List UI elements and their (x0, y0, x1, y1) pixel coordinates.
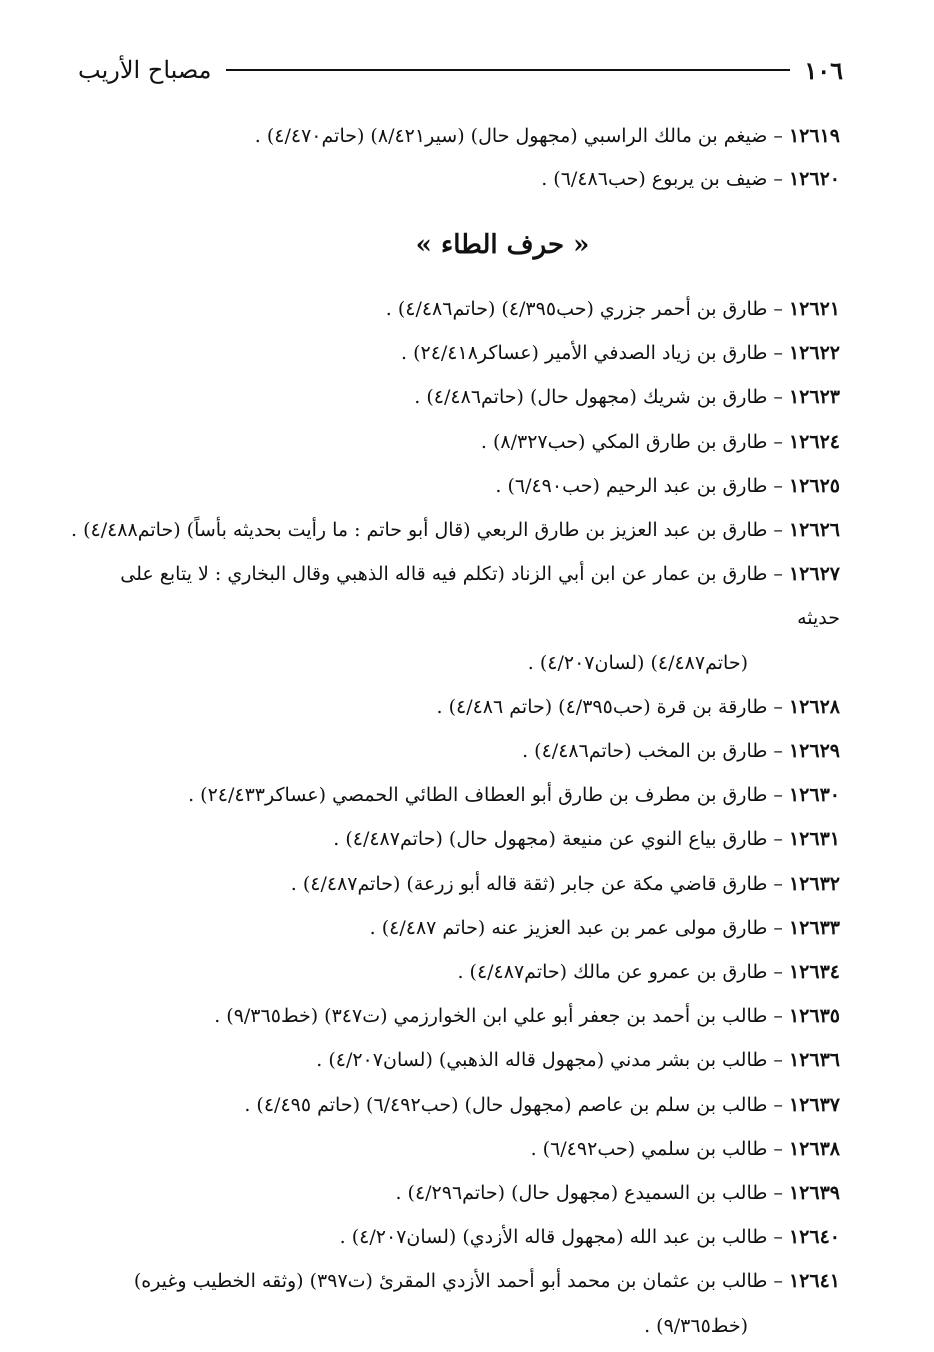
entry-12631 (75, 817, 840, 861)
entry-12621 (75, 287, 840, 331)
entry-number: ١٢٦٤١ (788, 1270, 840, 1293)
entry-number: ١٢٦٣٥ (788, 1005, 840, 1028)
entry-text: – طارق بياع النوي عن منيعة (مجهول حال) (حاتم٤/٤٨٧) . (333, 828, 789, 851)
entry-text: – طارق بن شريك (مجهول حال) (حاتم٤/٤٨٦) . (414, 386, 789, 409)
entry-continuation: (حاتم٤/٤٨٧) (لسان٤/٢٠٧) . (527, 651, 748, 674)
entry-number: ١٢٦٤٠ (788, 1226, 840, 1249)
entry-text: – طارق بن عمار عن ابن أبي الزناد (تكلم فيه قاله الذهبي وقال البخاري : لا يتابع على حديثه (120, 563, 840, 630)
section-heading: « حرف الطاء » (415, 230, 590, 260)
entry-12624 (75, 420, 840, 464)
entry-12622 (75, 331, 840, 375)
entry-text: – طالب بن أحمد بن جعفر أبو علي ابن الخوارزمي (ت٣٤٧) (خط٩/٣٦٥) . (214, 1005, 789, 1028)
entry-text: – طارق بن مطرف بن طارق أبو العطاف الطائي الحمصي (عساكر٢٤/٤٣٣) . (188, 784, 789, 807)
entry-text: – طالب بن بشر مدني (مجهول قاله الذهبي) (لسان٤/٢٠٧) . (316, 1049, 789, 1072)
entry-number: ١٢٦٣٩ (788, 1182, 840, 1205)
entry-number: ١٢٦٣٣ (788, 916, 840, 939)
entry-12627 (75, 552, 840, 685)
entry-text: – طالب بن السميدع (مجهول حال) (حاتم٤/٢٩٦) . (395, 1182, 789, 1205)
entry-12620 (75, 158, 840, 201)
entry-text: – ضيغم بن مالك الراسبي (مجهول حال) (سير٨/٤٢١) (حاتم٤/٤٧٠) . (254, 125, 789, 147)
header-rule (226, 69, 791, 71)
entry-text: – طارق بن طارق المكي (حب٨/٣٢٧) . (480, 430, 789, 453)
entry-12619 (75, 115, 840, 158)
page-header (78, 52, 843, 88)
entry-12638 (75, 1127, 840, 1171)
entry-number: ١٢٦٣٤ (788, 961, 840, 984)
entry-12628 (75, 685, 840, 729)
entry-12630 (75, 773, 840, 817)
entry-text: – طارق بن أحمر جزري (حب٤/٣٩٥) (حاتم٤/٤٨٦) . (385, 298, 789, 320)
entry-number: ١٢٦٢٧ (788, 563, 840, 586)
entry-text: – ضيف بن يربوع (حب٦/٤٨٦) . (541, 168, 789, 190)
entry-12636 (75, 1038, 840, 1082)
entry-text: – طارق بن عبد العزيز بن طارق الربعي (قال أبو حاتم : ما رأيت بحديثه بأساً) (حاتم٤/٤٨٨) . (71, 519, 789, 542)
entry-text: – طالب بن عبد الله (مجهول قاله الأزدي) (لسان٤/٢٠٧) . (339, 1226, 789, 1249)
entry-number: ١٢٦٢٨ (788, 695, 840, 718)
entry-text: – طارقة بن قرة (حب٤/٣٩٥) (حاتم ٤/٤٨٦) . (436, 695, 789, 718)
entry-number: ١٢٦١٩ (788, 125, 840, 147)
entries-list (71, 287, 840, 1348)
entry-text: – طالب بن سلم بن عاصم (مجهول حال) (حب٦/٤٩٢) (حاتم ٤/٤٩٥) . (244, 1093, 789, 1116)
running-title: مصباح الأريب (78, 56, 212, 84)
entry-number: ١٢٦٣١ (788, 828, 840, 851)
entry-number: ١٢٦٣٦ (788, 1049, 840, 1072)
entry-number: ١٢٦٣٨ (788, 1137, 840, 1160)
entry-number: ١٢٦٢٠ (788, 168, 840, 190)
entry-12635 (75, 994, 840, 1038)
entry-number: ١٢٦٢٢ (788, 342, 840, 365)
entries-before-section (75, 115, 840, 201)
entry-number: ١٢٦٢٥ (788, 474, 840, 497)
entry-text: – طالب بن سلمي (حب٦/٤٩٢) . (530, 1137, 789, 1160)
entry-text: – طارق بن عبد الرحيم (حب٦/٤٩٠) . (495, 474, 789, 497)
page-body (71, 115, 840, 1348)
entry-12640 (75, 1215, 840, 1259)
entry-number: ١٢٦٣٠ (788, 784, 840, 807)
entry-12629 (75, 729, 840, 773)
entry-text: – طارق مولى عمر بن عبد العزيز عنه (حاتم ٤/٤٨٧) . (369, 916, 789, 939)
entry-12626 (71, 508, 840, 552)
entry-text: – طارق قاضي مكة عن جابر (ثقة قاله أبو زرعة) (حاتم٤/٤٨٧) . (290, 872, 789, 895)
entry-text: – طارق بن عمرو عن مالك (حاتم٤/٤٨٧) . (457, 961, 789, 984)
page-number: ١٠٦ (804, 55, 843, 85)
entry-12625 (75, 464, 840, 508)
entry-text: – طارق بن زياد الصدفي الأمير (عساكر٢٤/٤١٨) . (400, 342, 789, 365)
entry-12632 (75, 862, 840, 906)
entry-12637 (75, 1083, 840, 1127)
entry-number: ١٢٦٣٢ (788, 872, 840, 895)
entry-12633 (75, 906, 840, 950)
entry-12623 (75, 375, 840, 419)
entry-12639 (75, 1171, 840, 1215)
entry-text: – طارق بن المخب (حاتم٤/٤٨٦) . (522, 740, 789, 763)
entry-number: ١٢٦٢٤ (788, 430, 840, 453)
entry-12641 (75, 1259, 840, 1347)
entry-continuation: (خط٩/٣٦٥) . (644, 1314, 748, 1337)
entry-number: ١٢٦٢٦ (788, 519, 840, 542)
entry-number: ١٢٦٣٧ (788, 1093, 840, 1116)
entry-number: ١٢٦٢٣ (788, 386, 840, 409)
entry-12634 (75, 950, 840, 994)
entry-number: ١٢٦٢١ (788, 298, 840, 320)
entry-text: – طالب بن عثمان بن محمد أبو أحمد الأزدي المقرئ (ت٣٩٧) (وثقه الخطيب وغيره) (133, 1270, 789, 1293)
entry-number: ١٢٦٢٩ (788, 740, 840, 763)
